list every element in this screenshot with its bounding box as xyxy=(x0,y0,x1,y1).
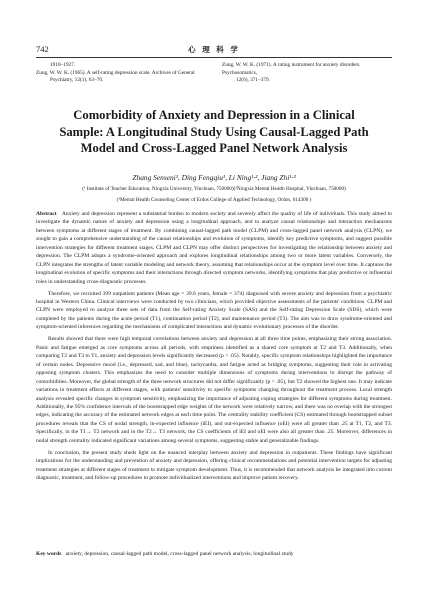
abstract-paragraph xyxy=(36,210,392,286)
header-rule xyxy=(36,57,392,58)
author-list: Zhang Senseni¹, Ding Fengqiu¹, Li Ning¹·², Jiang Zhi¹·³ xyxy=(132,173,296,182)
paper-title xyxy=(36,107,392,157)
abstract-paragraph: In conclusion, the present study sheds light on the nuanced interplay between anxiety and depression in outpatients. These findings have significant implications for the understanding and prevention of anxiety and depression, offering clinical recommendations and potential intervention targets for adjusting treatment strategies at different stages of treatment to mitigate symptom development. Thus, it is recommended that network analysis be integrated into current diagnostic, treatment, and follow-up procedures to promote individualized interventions and improve patient recovery. xyxy=(36,449,392,482)
title-line: Comorbidity of Anxiety and Depression in a Clinical xyxy=(73,108,355,122)
references-right-column xyxy=(222,62,392,85)
reference-line: Psychiatry, 12(1), 63–70. xyxy=(50,77,104,84)
keywords-text: anxiety, depression, causal-lagged path model, cross-lagged panel network analysis, longitudinal study xyxy=(65,551,294,557)
reference-line: Zung, W. W. K. (1971). A rating instrument for anxiety disorders. Psychosomatics, xyxy=(222,62,361,76)
title-line: Sample: A Longitudinal Study Using Causal-Lagged Path xyxy=(59,124,369,139)
reference-line: 12(6), 371–379. xyxy=(236,77,270,84)
page-number: 742 xyxy=(36,44,49,54)
affiliation-2: (³Mental Health Counseling Center of Erdos College of Applied Technology, Ordos, 014300 ) xyxy=(116,197,312,203)
abstract-label: Abstract xyxy=(36,211,57,217)
reference-line: 1918–1927. xyxy=(50,62,76,68)
title-line: Model and Cross-Lagged Panel Network Analysis xyxy=(80,141,348,155)
journal-name: 心 理 科 学 xyxy=(188,45,240,54)
reference-line: Zung, W. W. K. (1965). A self-rating depression scale. Archives of General xyxy=(36,69,195,76)
abstract-body xyxy=(36,210,392,486)
abstract-paragraph: Results showed that there were high temporal correlations between anxiety and depression at all three time points, emphasizing their strong association. Panic and fatigue emerged as core symptoms across all periods, with emptiness identified as a shared core symptom at T2 and T3. Additionally, when comparing T2 and T3 to T1, anxiety and depression levels significantly decreased (p < .05). Notably, specific symptom relationships highlighted the importance of certain nodes. Depressive mood (i.e., depressed, sad, and blue), tachycardia, and fatigue acted as bridging symptoms, suggesting their role in activating opposing symptom clusters. This emphasizes the need to consider multiple dimensions of symptoms during interventions to disrupt the pathway of comorbidities. Moreover, the global strength of the three network structures did not differ significantly (p > .05), but T2 showed the highest one. It may indicate variations in treatment effects at different stages, with patients' sensitivity to specific symptoms changing throughout the treatment process. Local strength analysis revealed specific changes in symptom sensitivity, emphasizing the importance of adjusting coping strategies for different symptoms during treatment. Additionally, the 95% confidence intervals of the bootstrapped edge weights of the network were relatively narrow, and there was no overlap with the strongest edges, indicating the accuracy of the estimated network edges at each time point. The centrality stability coefficient (CS) estimated through bootstrapped subset procedures reveals that the CS of nodal strength, in-expected influence (iEI), and out-expected influence (oEI) were all greater than .25 at T1, T2, and T3. Specifically, in the T1→ T2 network and in the T2→ T3 network, the CS coefficients of iEI and oEI were also all greater than .25. Moreover, differences in nodal strength centrality indicated significant variations among several symptoms, suggesting stable and generalizable findings. xyxy=(36,336,392,444)
keywords xyxy=(36,550,392,558)
abstract-paragraph: Therefore, we recruited 399 outpatient patients (Mean age = 39.6 years, female = 374) diagnosed with severe anxiety and depression from a psychiatric hospital in Western China. Clinical interviews were conducted by two clinicians, which provided objective assessments of the patients' conditions. CLPM and CLPN were employed to analyze three sets of data from the Self-rating Anxiety Scale (SAS) and the Self-rating Depression Scale (SDS), which were completed by the patients during the acute period (T1), continuation period (T2), and maintenance period (T3). The aim was to draw syndrome-oriented and symptom-oriented inferences regarding the mechanisms of complicated interactions and dynamic evolutionary processes of the disorder. xyxy=(36,290,392,331)
affiliation-1: (¹ Institute of Teacher Education, Ningxia University, Yinchuan, 750000)(²Ningxia Mental Health Hospital, Yinchuan, 750000) xyxy=(82,186,346,192)
abstract-text: Anxiety and depression represent a substantial burden to modern society and severely affect the quality of life of individuals. This study aimed to investigate the dynamic nature of anxiety and depression using a longitudinal approach, and to analyze causal relationships and interaction mechanisms between symptoms at different stages of treatment. By combining causal-lagged path model (CLPM) and cross-lagged panel network analysis (CLPN), we sought to gain a comprehensive understanding of the causal relationships and evolution of symptoms, identify key predictive symptoms, and suggest possible intervention strategies for different treatment stages. CLPM and CLPN may offer distinct perspectives for investigating the relationship between anxiety and depression. The CLPM adopts a syndrome-oriented approach and explores longitudinal relationships among two or more latent variables. Conversely, the CLPN integrates the strengths of latent variable modeling and network theory, assuming that relationships occur at the symptom level over time. It captures the longitudinal evolution of specific symptoms and their interactions through directed symptom networks, identifying symptoms that play predictive or influential roles in understanding cross-diagnostic processes. xyxy=(36,211,392,285)
page-header xyxy=(36,44,392,56)
references-left-column xyxy=(36,62,206,85)
keywords-label: Key words xyxy=(36,551,62,557)
